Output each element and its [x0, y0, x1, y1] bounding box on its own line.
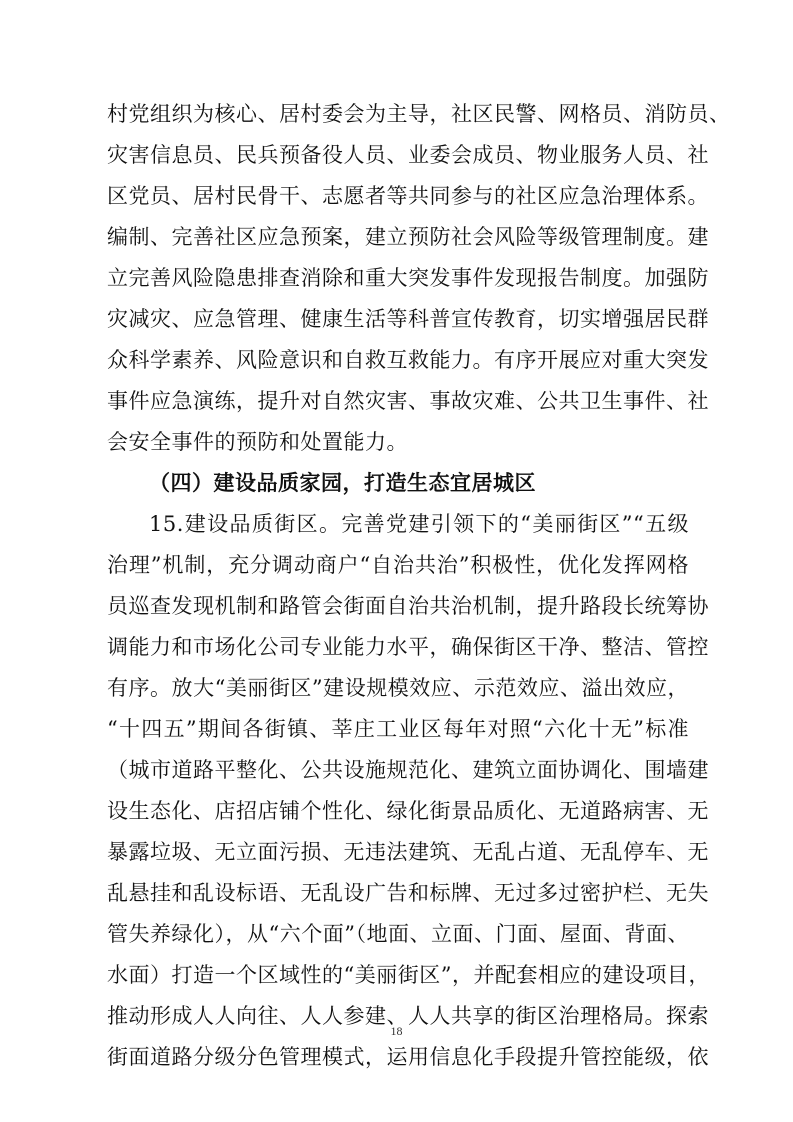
- body-line: 水面）打造一个区域性的“美丽街区”，并配套相应的建设项目，: [107, 963, 710, 987]
- body-line: 治理”机制，充分调动商户“自治共治”积极性，优化发挥网格: [107, 553, 689, 577]
- body-line: （城市道路平整化、公共设施规范化、建筑立面协调化、围墙建: [107, 758, 709, 782]
- body-line: 设生态化、店招店铺个性化、绿化街景品质化、无道路病害、无: [107, 799, 709, 823]
- body-line: 灾减灾、应急管理、健康生活等科普宣传教育，切实增强居民群: [107, 307, 709, 331]
- body-line: 编制、完善社区应急预案，建立预防社会风险等级管理制度。建: [107, 225, 709, 249]
- body-line: 立完善风险隐患排查消除和重大突发事件发现报告制度。加强防: [107, 266, 709, 290]
- body-line: 员巡查发现机制和路管会街面自治共治机制，提升路段长统筹协: [107, 594, 709, 618]
- body-line: 街面道路分级分色管理模式，运用信息化手段提升管控能级，依: [107, 1045, 709, 1069]
- body-line: 管失养绿化），从“六个面”（地面、立面、门面、屋面、背面、: [107, 922, 689, 946]
- body-line: 乱悬挂和乱设标语、无乱设广告和标牌、无过多过密护栏、无失: [107, 881, 709, 905]
- body-line: 暴露垃圾、无立面污损、无违法建筑、无乱占道、无乱停车、无: [107, 840, 709, 864]
- section-heading: （四）建设品质家园，打造生态宜居城区: [149, 470, 536, 495]
- body-line: 调能力和市场化公司专业能力水平，确保街区干净、整洁、管控: [107, 635, 709, 659]
- body-line: 事件应急演练，提升对自然灾害、事故灾难、公共卫生事件、社: [107, 389, 709, 413]
- body-line: 推动形成人人向往、人人参建、人人共享的街区治理格局。探索: [107, 1004, 709, 1028]
- body-line: 村党组织为核心、居村委会为主导，社区民警、网格员、消防员、: [107, 102, 731, 126]
- body-line: 会安全事件的预防和处置能力。: [107, 430, 408, 454]
- body-line: 灾害信息员、民兵预备役人员、业委会成员、物业服务人员、社: [107, 143, 709, 167]
- body-line: 众科学素养、风险意识和自救互救能力。有序开展应对重大突发: [107, 348, 709, 372]
- body-line: “十四五”期间各街镇、莘庄工业区每年对照“六化十无”标准: [107, 717, 689, 741]
- body-line: 有序。放大“美丽街区”建设规模效应、示范效应、溢出效应，: [107, 676, 689, 700]
- body-line: 15.建设品质街区。完善党建引领下的“美丽街区”“五级: [149, 512, 689, 536]
- body-line: 区党员、居村民骨干、志愿者等共同参与的社区应急治理体系。: [107, 184, 709, 208]
- page-number: 18: [390, 1024, 403, 1038]
